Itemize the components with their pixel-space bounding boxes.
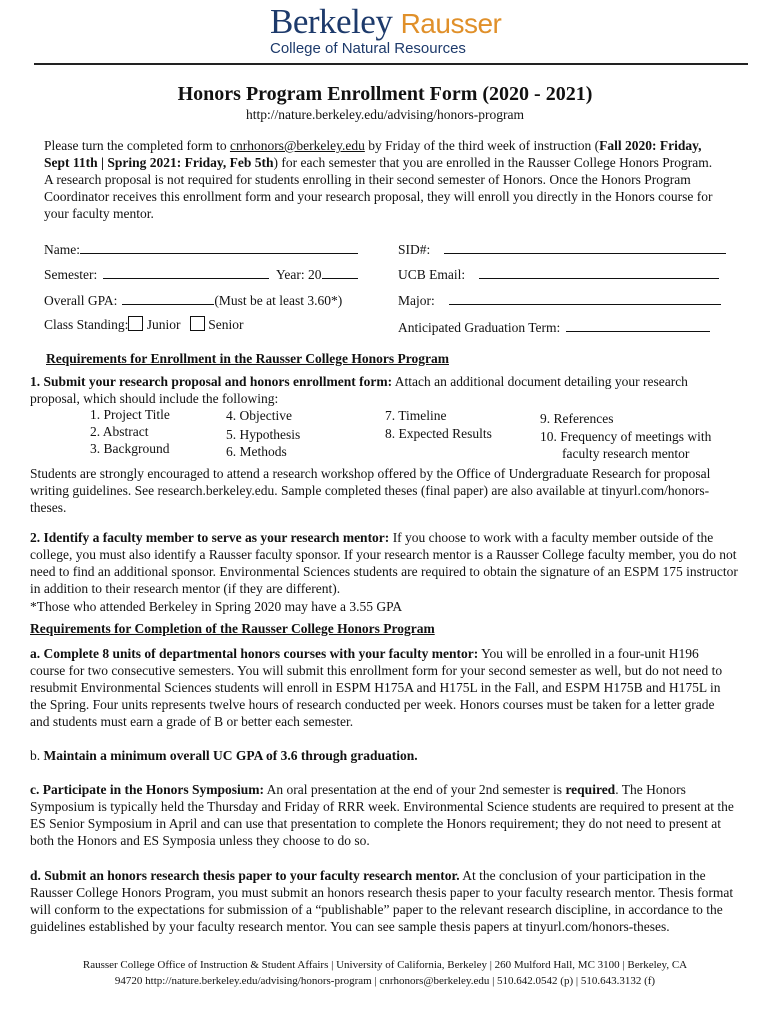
requirement-1-lead: 1. Submit your research proposal and honors enrollment form: (30, 374, 393, 389)
requirement-d-text: At the conclusion of your participation in the Rausser College Honors Program, you must submit an honors research thesis paper to your faculty research mentor. Thesis format will conform to the expectations for submission of a “publishable” paper to the relevant research discipline, in accordance to the guidelines established by your faculty research mentor. You can see sample thesis papers at tinyurl.com/honors-theses. (30, 868, 734, 934)
header-divider (34, 63, 748, 65)
list-item: 7. Timeline (385, 408, 447, 423)
list-item: 2. Abstract (90, 424, 149, 439)
semester-label: Semester: (44, 267, 98, 282)
program-url[interactable]: http://nature.berkeley.edu/advising/honors-program (245, 107, 525, 122)
sid-field[interactable] (398, 240, 726, 258)
gpa-note: (Must be at least 3.60*) (214, 293, 343, 308)
grad-term-label: Anticipated Graduation Term: (398, 320, 561, 335)
workshop-paragraph: Students are strongly encouraged to attend a research workshop offered by the Office of Undergraduate Research for proposal writing guidelines. See research.berkeley.edu. Sample completed theses (final paper) are also available at tinyurl.com/honors-theses. (30, 466, 711, 515)
gpa-field[interactable] (44, 291, 342, 309)
intro-paragraph (44, 137, 714, 222)
junior-label: Junior (146, 317, 181, 332)
list-item: 8. Expected Results (385, 426, 492, 441)
footer-line-2: 94720 http://nature.berkeley.edu/advising/honors-program | cnrhonors@berkeley.edu | 510.642.0542 (p) | 510.643.3132 (f) (114, 975, 656, 987)
ucb-email-label: UCB Email: (398, 267, 466, 282)
year-field[interactable] (276, 265, 358, 283)
requirement-d-lead: d. Submit an honors research thesis paper to your faculty research mentor. (30, 868, 460, 883)
intro-text-2: by Friday of the third week of instruction ( (364, 138, 600, 153)
name-field[interactable] (44, 240, 358, 258)
logo-rausser: Rausser (400, 8, 502, 39)
requirement-1-text: Attach an additional document detailing your research proposal, which should include the following: (30, 374, 688, 406)
major-label: Major: (398, 293, 435, 308)
requirement-a (30, 645, 735, 730)
requirement-b-prefix: b. (30, 748, 44, 763)
requirement-c-lead: c. Participate in the Honors Symposium: (30, 782, 264, 797)
form-title: Honors Program Enrollment Form (2020 - 2021) (177, 83, 593, 105)
logo-berkeley: Berkeley (270, 2, 393, 41)
gpa-label: Overall GPA: (44, 293, 118, 308)
requirement-1 (30, 373, 740, 407)
requirement-a-text: You will be enrolled in a four-unit H196 course for two consecutive semesters. You will submit this enrollment form for your second semester as well, but do not need to resubmit Environmental Sciences students will enroll in ESPM H175A and H175L in the Fall, and ESPM H175B and H175L in the Spring. Four units represents twelve hours of research conducted per week. Honors courses must be taken for a letter grade and students must earn a grade of B or better each semester. (30, 646, 723, 729)
list-item: 5. Hypothesis (226, 427, 301, 442)
sid-label: SID#: (398, 242, 431, 257)
requirement-c-text-2: . The Honors Symposium is typically held the Thursday and Friday of RRR week. Environmental Science students are required to present at the ES Senior Symposium in April and can use that presentation to complete the Honors requirement; they do not need to present at both the Honors and ES Symposia unless they choose to do so. (30, 782, 734, 848)
intro-text-3: ) for each semester that you are enrolled in the Rausser College Honors Program. A research proposal is not required for students enrolling in their second semester of Honors. Once the Honors Program Coordinator receives this enrollment form and your research proposal, they will enroll you directly in the Honors course for your faculty mentor. (44, 155, 713, 221)
senior-checkbox[interactable] (190, 316, 205, 331)
list-item: 3. Background (90, 441, 170, 456)
footer-contact (30, 957, 740, 989)
ucb-email-field[interactable] (398, 265, 719, 283)
requirement-2-lead: 2. Identify a faculty member to serve as your research mentor: (30, 530, 390, 545)
enrollment-requirements-heading: Requirements for Enrollment in the Rausser College Honors Program (46, 351, 449, 366)
intro-text-1: Please turn the completed form to (44, 138, 230, 153)
requirement-b-lead: Maintain a minimum overall UC GPA of 3.6 through graduation. (43, 748, 418, 763)
footer-line-1: Rausser College Office of Instruction & Student Affairs | University of California, Berkeley | 260 Mulford Hall, MC 3100 | Berkeley, CA (82, 959, 688, 971)
requirement-2 (30, 529, 745, 597)
college-logo (270, 2, 501, 42)
intro-deadlines: Fall 2020: Friday, Sept 11th | Spring 2021: Friday, Feb 5th (44, 138, 702, 170)
requirement-2-text: If you choose to work with a faculty member outside of the college, you must also identify a Rausser faculty sponsor. If your research mentor is a Rausser College faculty member, you do not need to find an additional sponsor. Environmental Sciences students are required to obtain the signature of an ESPM 175 instructor in addition to their research mentor (if they are different). (30, 530, 738, 596)
grad-term-field[interactable] (398, 318, 710, 336)
requirement-c (30, 781, 742, 849)
list-item: 1. Project Title (90, 407, 170, 422)
class-standing-label: Class Standing: (44, 317, 129, 332)
class-standing (44, 316, 244, 333)
completion-requirements-heading: Requirements for Completion of the Rausser College Honors Program (30, 621, 435, 636)
requirement-c-required: required (565, 782, 616, 797)
intro-email-link[interactable]: cnrhonors@berkeley.edu (229, 138, 365, 153)
major-field[interactable] (398, 291, 721, 309)
requirement-b (30, 747, 418, 764)
list-item: 10. Frequency of meetings with (540, 429, 712, 444)
year-label: Year: 20 (276, 267, 322, 282)
junior-checkbox[interactable] (128, 316, 143, 331)
list-item: 6. Methods (226, 444, 287, 459)
requirement-c-text-1: An oral presentation at the end of your 2nd semester is (264, 782, 566, 797)
list-item: 9. References (540, 411, 614, 426)
requirement-a-lead: a. Complete 8 units of departmental honors courses with your faculty mentor: (30, 646, 479, 661)
logo-college-name: College of Natural Resources (270, 40, 466, 57)
gpa-footnote: *Those who attended Berkeley in Spring 2020 may have a 3.55 GPA (30, 599, 403, 614)
requirement-d (30, 867, 742, 935)
semester-field[interactable] (44, 265, 269, 283)
list-item: faculty research mentor (562, 446, 690, 461)
list-item: 4. Objective (226, 408, 292, 423)
senior-label: Senior (208, 317, 244, 332)
name-label: Name: (44, 242, 80, 257)
